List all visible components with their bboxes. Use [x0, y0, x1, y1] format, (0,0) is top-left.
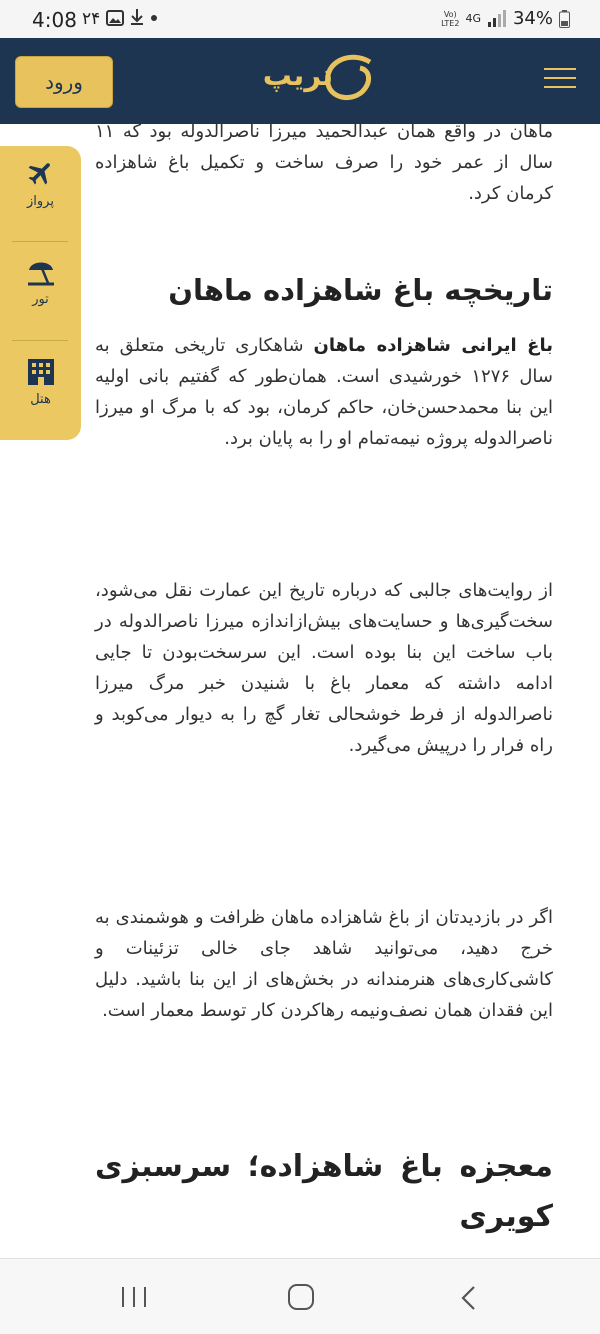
notification-icons	[82, 8, 158, 29]
network-type: 4G	[465, 12, 481, 25]
airplane-icon	[26, 158, 56, 188]
signal-icon	[487, 10, 507, 28]
intro-paragraph: ماهان در واقع همان عبدالحمید میرزا ناصرالدوله بود که ۱۱ سال از عمر خود را صرف ساخت و تکمیل باغ شاهزاده کرمان کرد.	[95, 121, 553, 204]
network-label: Vo) LTE2	[441, 9, 460, 28]
side-item-label: هتل	[30, 392, 51, 407]
menu-line-icon	[544, 77, 576, 79]
system-nav-bar	[0, 1258, 600, 1334]
menu-line-icon	[544, 68, 576, 70]
download-icon	[129, 8, 145, 26]
side-item-label: پرواز	[27, 194, 54, 209]
article-paragraph	[95, 330, 553, 454]
beach-umbrella-icon	[25, 256, 57, 286]
dot-icon	[150, 14, 158, 22]
side-item-hotel[interactable]	[0, 344, 81, 440]
article-paragraph: اگر در بازدیدتان از باغ شاهزاده ماهان ظرافت و هوشمندی به خرج دهید، می‌توانید شاهد جای خالی تزئینات و کاشی‌کاری‌های هنرمندانه در بخش‌های از این بنا باشید. دلیل این فقدان همان نصف‌ونیمه رهاکردن کار توسط معمار است.	[95, 907, 553, 1021]
notification-count: ۲۴	[82, 9, 101, 29]
system-indicators	[441, 8, 570, 29]
logo-text: تریپ	[262, 58, 334, 92]
side-item-label: تور	[32, 292, 49, 307]
site-header	[0, 38, 600, 124]
status-bar	[0, 0, 600, 38]
side-navigation	[0, 146, 81, 440]
recent-apps-icon[interactable]	[120, 1285, 148, 1309]
battery-percent: 34%	[512, 8, 553, 29]
paragraph-bold-lead: باغ ایرانی شاهزاده ماهان	[313, 335, 553, 356]
image-icon	[106, 10, 124, 26]
side-divider	[12, 340, 68, 341]
side-item-flight[interactable]	[0, 146, 81, 242]
home-icon[interactable]	[287, 1283, 315, 1311]
side-divider	[12, 241, 68, 242]
clock: 4:08	[32, 8, 77, 32]
article-paragraph: از روایت‌های جالبی که درباره تاریخ این عمارت نقل می‌شود، سخت‌گیری‌ها و حسایت‌های بیش‌ازاندازه میرزا ناصرالدوله در باب ساخت این بنا بوده است. این سرسخت‌بودن تا جایی ادامه داشته که معمار باغ با شنیدن خبر مرگ میرزا ناصرالدوله از فرط خوشحالی تغار گچ را به دیوار می‌کوبد و راه فرار را درپیش می‌گیرد.	[95, 580, 553, 756]
paragraph-text: شاهکاری تاریخی متعلق به سال ۱۲۷۶ خورشیدی است. همان‌طور که گفتیم بانی اولیه این بنا محمدحسن‌خان، حاکم کرمان، بود که با مرگ او میرزا ناصرالدوله پروژه نیمه‌تمام او را به پایان برد.	[95, 335, 554, 449]
side-item-tour[interactable]	[0, 244, 81, 340]
hotel-icon	[26, 356, 56, 386]
login-button[interactable]: ورود	[15, 56, 113, 108]
section-heading: معجزه باغ شاهزاده؛ سرسبزی کویری	[95, 1149, 553, 1234]
back-icon[interactable]	[458, 1285, 478, 1311]
battery-icon	[559, 10, 570, 28]
hamburger-menu-button[interactable]	[544, 68, 576, 92]
menu-line-icon	[544, 86, 576, 88]
section-heading: تاریخچه باغ شاهزاده ماهان	[168, 273, 553, 307]
